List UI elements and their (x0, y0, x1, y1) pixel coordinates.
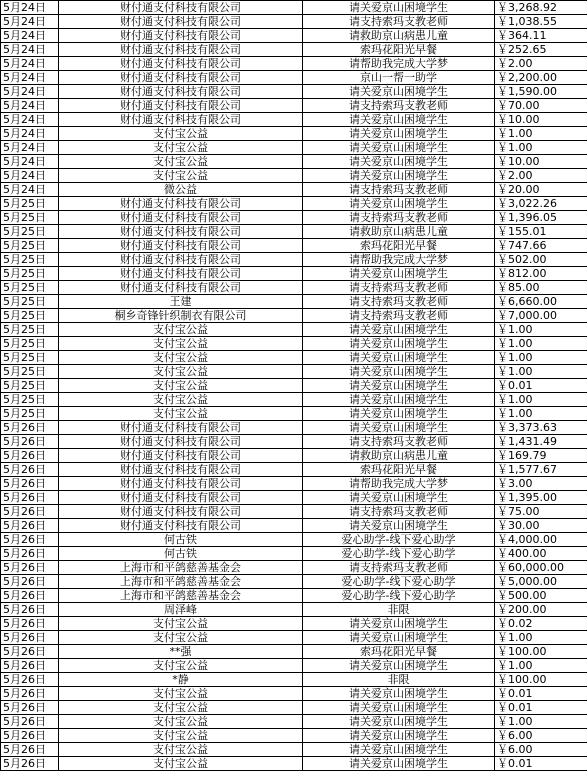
date-cell: 5月25日 (1, 379, 59, 393)
table-row (1, 533, 587, 547)
amount-cell: ￥1.00 (495, 715, 587, 729)
amount-cell: ￥1.00 (495, 351, 587, 365)
project-cell: 请关爱京山困境学生 (303, 85, 495, 99)
project-cell: 请关爱京山困境学生 (303, 631, 495, 645)
date-cell: 5月26日 (1, 673, 59, 687)
donor-cell: 何古铁 (59, 547, 303, 561)
date-cell: 5月25日 (1, 295, 59, 309)
table-row (1, 281, 587, 295)
amount-cell: ￥3,268.92 (495, 1, 587, 15)
date-cell: 5月26日 (1, 449, 59, 463)
project-cell: 请关爱京山困境学生 (303, 659, 495, 673)
table-row (1, 253, 587, 267)
table-row (1, 617, 587, 631)
table-row (1, 71, 587, 85)
donor-cell: 支付宝公益 (59, 631, 303, 645)
amount-cell: ￥1.00 (495, 407, 587, 421)
table-row (1, 309, 587, 323)
date-cell: 5月26日 (1, 589, 59, 603)
date-cell: 5月24日 (1, 1, 59, 15)
project-cell: 请关爱京山困境学生 (303, 351, 495, 365)
table-row (1, 687, 587, 701)
project-cell: 爱心助学-线下爱心助学 (303, 533, 495, 547)
amount-cell: ￥30.00 (495, 519, 587, 533)
date-cell: 5月25日 (1, 351, 59, 365)
project-cell: 请关爱京山困境学生 (303, 407, 495, 421)
donor-cell: 财付通支付科技有限公司 (59, 239, 303, 253)
date-cell: 5月24日 (1, 155, 59, 169)
date-cell: 5月25日 (1, 393, 59, 407)
amount-cell: ￥0.01 (495, 379, 587, 393)
project-cell: 请关爱京山困境学生 (303, 687, 495, 701)
table-row (1, 225, 587, 239)
project-cell: 请帮助我完成大学梦 (303, 57, 495, 71)
project-cell: 请关爱京山困境学生 (303, 365, 495, 379)
date-cell: 5月26日 (1, 533, 59, 547)
date-cell: 5月24日 (1, 57, 59, 71)
donor-cell: 支付宝公益 (59, 729, 303, 743)
project-cell: 请关爱京山困境学生 (303, 743, 495, 757)
date-cell: 5月25日 (1, 267, 59, 281)
donor-cell: 支付宝公益 (59, 365, 303, 379)
date-cell: 5月25日 (1, 407, 59, 421)
donor-cell: **强 (59, 645, 303, 659)
table-row (1, 631, 587, 645)
amount-cell: ￥2.00 (495, 169, 587, 183)
amount-cell: ￥6.00 (495, 743, 587, 757)
date-cell: 5月26日 (1, 575, 59, 589)
donor-cell: 财付通支付科技有限公司 (59, 505, 303, 519)
donor-cell: 财付通支付科技有限公司 (59, 85, 303, 99)
date-cell: 5月24日 (1, 141, 59, 155)
donor-cell: 周泽峰 (59, 603, 303, 617)
date-cell: 5月25日 (1, 337, 59, 351)
date-cell: 5月24日 (1, 113, 59, 127)
amount-cell: ￥85.00 (495, 281, 587, 295)
project-cell: 请关爱京山困境学生 (303, 197, 495, 211)
donor-cell: 财付通支付科技有限公司 (59, 519, 303, 533)
project-cell: 请帮助我完成大学梦 (303, 253, 495, 267)
amount-cell: ￥1,577.67 (495, 463, 587, 477)
date-cell: 5月25日 (1, 225, 59, 239)
project-cell: 请关爱京山困境学生 (303, 323, 495, 337)
project-cell: 非限 (303, 673, 495, 687)
amount-cell: ￥1,590.00 (495, 85, 587, 99)
donor-cell: 支付宝公益 (59, 757, 303, 771)
date-cell: 5月24日 (1, 169, 59, 183)
donor-cell: 财付通支付科技有限公司 (59, 477, 303, 491)
date-cell: 5月26日 (1, 463, 59, 477)
donor-cell: 财付通支付科技有限公司 (59, 421, 303, 435)
amount-cell: ￥2,200.00 (495, 71, 587, 85)
table-row (1, 673, 587, 687)
table-row (1, 99, 587, 113)
donor-cell: 支付宝公益 (59, 617, 303, 631)
amount-cell: ￥100.00 (495, 645, 587, 659)
donor-cell: 财付通支付科技有限公司 (59, 463, 303, 477)
amount-cell: ￥812.00 (495, 267, 587, 281)
project-cell: 请帮助我完成大学梦 (303, 477, 495, 491)
donor-cell: 支付宝公益 (59, 169, 303, 183)
donor-cell: 支付宝公益 (59, 687, 303, 701)
project-cell: 请关爱京山困境学生 (303, 1, 495, 15)
project-cell: 请救助京山病患儿童 (303, 449, 495, 463)
amount-cell: ￥155.01 (495, 225, 587, 239)
table-row (1, 491, 587, 505)
date-cell: 5月25日 (1, 239, 59, 253)
date-cell: 5月26日 (1, 743, 59, 757)
table-row (1, 463, 587, 477)
amount-cell: ￥1,396.05 (495, 211, 587, 225)
date-cell: 5月26日 (1, 547, 59, 561)
donor-cell: 支付宝公益 (59, 701, 303, 715)
table-row (1, 589, 587, 603)
amount-cell: ￥1.00 (495, 659, 587, 673)
table-row (1, 449, 587, 463)
amount-cell: ￥10.00 (495, 155, 587, 169)
project-cell: 请关爱京山困境学生 (303, 729, 495, 743)
project-cell: 爱心助学-线下爱心助学 (303, 575, 495, 589)
date-cell: 5月26日 (1, 505, 59, 519)
donor-cell: 支付宝公益 (59, 155, 303, 169)
project-cell: 请关爱京山困境学生 (303, 267, 495, 281)
project-cell: 请关爱京山困境学生 (303, 337, 495, 351)
project-cell: 请关爱京山困境学生 (303, 393, 495, 407)
project-cell: 请支持索玛支教老师 (303, 183, 495, 197)
amount-cell: ￥5,000.00 (495, 575, 587, 589)
project-cell: 请救助京山病患儿童 (303, 29, 495, 43)
date-cell: 5月26日 (1, 659, 59, 673)
donor-cell: 支付宝公益 (59, 379, 303, 393)
table-row (1, 757, 587, 771)
date-cell: 5月24日 (1, 127, 59, 141)
amount-cell: ￥10.00 (495, 113, 587, 127)
amount-cell: ￥3.00 (495, 477, 587, 491)
donor-cell: 财付通支付科技有限公司 (59, 281, 303, 295)
project-cell: 请关爱京山困境学生 (303, 113, 495, 127)
donor-cell: 财付通支付科技有限公司 (59, 57, 303, 71)
project-cell: 爱心助学-线下爱心助学 (303, 547, 495, 561)
amount-cell: ￥7,000.00 (495, 309, 587, 323)
amount-cell: ￥3,022.26 (495, 197, 587, 211)
date-cell: 5月26日 (1, 561, 59, 575)
donor-cell: 财付通支付科技有限公司 (59, 29, 303, 43)
date-cell: 5月26日 (1, 421, 59, 435)
project-cell: 请关爱京山困境学生 (303, 421, 495, 435)
donor-cell: 财付通支付科技有限公司 (59, 225, 303, 239)
table-row (1, 267, 587, 281)
project-cell: 索玛花阳光早餐 (303, 463, 495, 477)
donor-cell: 财付通支付科技有限公司 (59, 449, 303, 463)
donor-cell: 财付通支付科技有限公司 (59, 253, 303, 267)
table-row (1, 57, 587, 71)
table-row (1, 547, 587, 561)
date-cell: 5月24日 (1, 183, 59, 197)
project-cell: 请关爱京山困境学生 (303, 715, 495, 729)
table-row (1, 407, 587, 421)
table-row (1, 351, 587, 365)
project-cell: 请支持索玛支教老师 (303, 505, 495, 519)
donor-cell: 支付宝公益 (59, 743, 303, 757)
donor-cell: *静 (59, 673, 303, 687)
project-cell: 请关爱京山困境学生 (303, 701, 495, 715)
project-cell: 请关爱京山困境学生 (303, 155, 495, 169)
donor-cell: 支付宝公益 (59, 407, 303, 421)
amount-cell: ￥0.01 (495, 687, 587, 701)
date-cell: 5月26日 (1, 645, 59, 659)
amount-cell: ￥252.65 (495, 43, 587, 57)
donor-cell: 上海市和平鸽慈善基金会 (59, 589, 303, 603)
donor-cell: 上海市和平鸽慈善基金会 (59, 575, 303, 589)
amount-cell: ￥747.66 (495, 239, 587, 253)
donor-cell: 支付宝公益 (59, 141, 303, 155)
donor-cell: 财付通支付科技有限公司 (59, 491, 303, 505)
amount-cell: ￥364.11 (495, 29, 587, 43)
project-cell: 请关爱京山困境学生 (303, 141, 495, 155)
table-row (1, 575, 587, 589)
amount-cell: ￥1,395.00 (495, 491, 587, 505)
amount-cell: ￥6,660.00 (495, 295, 587, 309)
table-row (1, 183, 587, 197)
donor-cell: 支付宝公益 (59, 393, 303, 407)
table-row (1, 379, 587, 393)
project-cell: 请关爱京山困境学生 (303, 491, 495, 505)
table-row (1, 323, 587, 337)
date-cell: 5月25日 (1, 365, 59, 379)
amount-cell: ￥0.01 (495, 757, 587, 771)
donor-cell: 何古铁 (59, 533, 303, 547)
table-row (1, 337, 587, 351)
project-cell: 请关爱京山困境学生 (303, 519, 495, 533)
donor-cell: 财付通支付科技有限公司 (59, 197, 303, 211)
table-row (1, 43, 587, 57)
amount-cell: ￥500.00 (495, 589, 587, 603)
table-row (1, 295, 587, 309)
amount-cell: ￥70.00 (495, 99, 587, 113)
project-cell: 请支持索玛支教老师 (303, 211, 495, 225)
table-row (1, 743, 587, 757)
project-cell: 请支持索玛支教老师 (303, 561, 495, 575)
table-row (1, 701, 587, 715)
amount-cell: ￥169.79 (495, 449, 587, 463)
table-row (1, 239, 587, 253)
project-cell: 请关爱京山困境学生 (303, 617, 495, 631)
project-cell: 京山一帮一助学 (303, 71, 495, 85)
amount-cell: ￥2.00 (495, 57, 587, 71)
table-row (1, 155, 587, 169)
project-cell: 索玛花阳光早餐 (303, 43, 495, 57)
table-row (1, 729, 587, 743)
date-cell: 5月26日 (1, 477, 59, 491)
table-row (1, 519, 587, 533)
donor-cell: 支付宝公益 (59, 337, 303, 351)
amount-cell: ￥60,000.00 (495, 561, 587, 575)
project-cell: 请支持索玛支教老师 (303, 99, 495, 113)
date-cell: 5月26日 (1, 729, 59, 743)
table-row (1, 421, 587, 435)
table-row (1, 127, 587, 141)
table-row (1, 505, 587, 519)
table-row (1, 15, 587, 29)
table-row (1, 169, 587, 183)
table-row (1, 141, 587, 155)
date-cell: 5月26日 (1, 519, 59, 533)
project-cell: 请救助京山病患儿童 (303, 225, 495, 239)
project-cell: 爱心助学-线下爱心助学 (303, 589, 495, 603)
date-cell: 5月26日 (1, 715, 59, 729)
amount-cell: ￥0.02 (495, 617, 587, 631)
donor-cell: 支付宝公益 (59, 351, 303, 365)
table-row (1, 211, 587, 225)
donor-cell: 财付通支付科技有限公司 (59, 99, 303, 113)
amount-cell: ￥1.00 (495, 393, 587, 407)
amount-cell: ￥1.00 (495, 365, 587, 379)
project-cell: 请关爱京山困境学生 (303, 169, 495, 183)
table-row (1, 113, 587, 127)
amount-cell: ￥1.00 (495, 337, 587, 351)
amount-cell: ￥1,431.49 (495, 435, 587, 449)
table-row (1, 715, 587, 729)
table-row (1, 645, 587, 659)
donor-cell: 财付通支付科技有限公司 (59, 1, 303, 15)
table-row (1, 659, 587, 673)
table-row (1, 29, 587, 43)
table-row (1, 561, 587, 575)
ledger-body (1, 1, 587, 771)
date-cell: 5月24日 (1, 71, 59, 85)
donor-cell: 桐乡奇锋针织制衣有限公司 (59, 309, 303, 323)
date-cell: 5月25日 (1, 323, 59, 337)
table-row (1, 603, 587, 617)
amount-cell: ￥1.00 (495, 323, 587, 337)
donor-cell: 财付通支付科技有限公司 (59, 43, 303, 57)
donor-cell: 微公益 (59, 183, 303, 197)
date-cell: 5月26日 (1, 631, 59, 645)
date-cell: 5月26日 (1, 701, 59, 715)
date-cell: 5月24日 (1, 15, 59, 29)
date-cell: 5月26日 (1, 757, 59, 771)
project-cell: 请支持索玛支教老师 (303, 295, 495, 309)
date-cell: 5月26日 (1, 687, 59, 701)
date-cell: 5月25日 (1, 309, 59, 323)
amount-cell: ￥1.00 (495, 127, 587, 141)
donor-cell: 财付通支付科技有限公司 (59, 15, 303, 29)
project-cell: 请关爱京山困境学生 (303, 379, 495, 393)
amount-cell: ￥200.00 (495, 603, 587, 617)
donor-cell: 支付宝公益 (59, 715, 303, 729)
date-cell: 5月25日 (1, 211, 59, 225)
amount-cell: ￥4,000.00 (495, 533, 587, 547)
project-cell: 请支持索玛支教老师 (303, 309, 495, 323)
project-cell: 请关爱京山困境学生 (303, 757, 495, 771)
donor-cell: 财付通支付科技有限公司 (59, 71, 303, 85)
donor-cell: 上海市和平鸽慈善基金会 (59, 561, 303, 575)
date-cell: 5月26日 (1, 603, 59, 617)
donor-cell: 财付通支付科技有限公司 (59, 435, 303, 449)
date-cell: 5月24日 (1, 85, 59, 99)
project-cell: 请支持索玛支教老师 (303, 15, 495, 29)
project-cell: 请支持索玛支教老师 (303, 281, 495, 295)
amount-cell: ￥20.00 (495, 183, 587, 197)
donor-cell: 支付宝公益 (59, 323, 303, 337)
project-cell: 请关爱京山困境学生 (303, 127, 495, 141)
date-cell: 5月25日 (1, 281, 59, 295)
date-cell: 5月26日 (1, 491, 59, 505)
amount-cell: ￥100.00 (495, 673, 587, 687)
amount-cell: ￥1,038.55 (495, 15, 587, 29)
project-cell: 索玛花阳光早餐 (303, 239, 495, 253)
amount-cell: ￥400.00 (495, 547, 587, 561)
amount-cell: ￥0.01 (495, 701, 587, 715)
amount-cell: ￥1.00 (495, 141, 587, 155)
date-cell: 5月24日 (1, 99, 59, 113)
donor-cell: 王建 (59, 295, 303, 309)
amount-cell: ￥3,373.63 (495, 421, 587, 435)
amount-cell: ￥6.00 (495, 729, 587, 743)
date-cell: 5月25日 (1, 253, 59, 267)
donor-cell: 财付通支付科技有限公司 (59, 267, 303, 281)
date-cell: 5月26日 (1, 617, 59, 631)
table-row (1, 1, 587, 15)
donor-cell: 支付宝公益 (59, 127, 303, 141)
table-row (1, 197, 587, 211)
table-row (1, 85, 587, 99)
date-cell: 5月26日 (1, 435, 59, 449)
project-cell: 非限 (303, 603, 495, 617)
amount-cell: ￥502.00 (495, 253, 587, 267)
table-row (1, 435, 587, 449)
project-cell: 索玛花阳光早餐 (303, 645, 495, 659)
project-cell: 请支持索玛支教老师 (303, 435, 495, 449)
amount-cell: ￥1.00 (495, 631, 587, 645)
table-row (1, 365, 587, 379)
donor-cell: 财付通支付科技有限公司 (59, 211, 303, 225)
date-cell: 5月24日 (1, 29, 59, 43)
amount-cell: ￥75.00 (495, 505, 587, 519)
date-cell: 5月24日 (1, 43, 59, 57)
donor-cell: 支付宝公益 (59, 659, 303, 673)
table-row (1, 477, 587, 491)
table-row (1, 393, 587, 407)
donor-cell: 财付通支付科技有限公司 (59, 113, 303, 127)
date-cell: 5月25日 (1, 197, 59, 211)
